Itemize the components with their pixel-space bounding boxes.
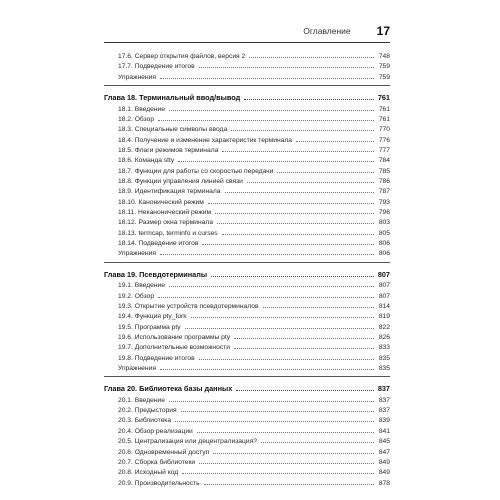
toc-entry[interactable] (104, 247, 390, 257)
dot-leader (169, 394, 374, 402)
entry-page: 784 (378, 157, 390, 165)
entry-title: 17.7. Подведение итогов (118, 63, 195, 71)
entry-title: 19.4. Функция pty_fork (118, 313, 187, 321)
dot-leader (261, 435, 374, 443)
dot-leader (231, 123, 374, 131)
dot-leader (175, 414, 374, 422)
entry-page: 849 (378, 469, 390, 477)
entry-title: 19.3. Открытие устройств псевдотерминалов (118, 302, 259, 310)
entry-page: 837 (378, 396, 390, 404)
dot-leader (160, 362, 374, 370)
toc-entry[interactable] (104, 144, 390, 154)
entry-page: 807 (378, 282, 390, 290)
entry-page: 822 (378, 323, 390, 331)
toc-entry[interactable] (104, 321, 390, 331)
entry-page: 807 (378, 292, 390, 300)
dot-leader (244, 91, 374, 100)
toc-entry[interactable] (104, 216, 390, 226)
dot-leader (181, 404, 374, 412)
entry-page: 835 (378, 354, 390, 362)
entry-page: 796 (378, 208, 390, 216)
toc-entry[interactable] (104, 165, 390, 175)
entry-page: 806 (378, 250, 390, 258)
toc-entry[interactable] (104, 103, 390, 113)
entry-title: 20.2. Предыстория (118, 407, 177, 415)
dot-leader (202, 237, 374, 245)
toc-entry[interactable] (104, 394, 390, 404)
entry-title: 18.8. Функции управления линией связи (118, 177, 243, 185)
entry-page: 793 (378, 198, 390, 206)
entry-page: 786 (378, 177, 390, 185)
entry-page: 787 (378, 188, 390, 196)
entry-page: 803 (378, 219, 390, 227)
dot-leader (178, 154, 374, 162)
entry-title: Упражнения (118, 73, 156, 81)
entry-title: 20.3. Библиотека (118, 417, 172, 425)
running-header-section: Оглавление (303, 26, 351, 36)
chapter-divider (104, 262, 390, 263)
entry-title: 20.5. Централизация или децентрализация? (118, 438, 257, 446)
toc-entry[interactable] (104, 435, 390, 445)
chapter-title: Глава 20. Библиотека базы данных (104, 384, 233, 394)
toc-entry[interactable] (104, 425, 390, 435)
dot-leader (199, 352, 374, 360)
entry-page: 759 (378, 73, 390, 81)
toc-entry[interactable] (104, 237, 390, 247)
entry-title: 20.1. Введение (118, 396, 166, 404)
entry-page: 776 (378, 136, 390, 144)
entry-title: Упражнения (118, 250, 156, 258)
dot-leader (199, 456, 374, 464)
toc-entry[interactable] (104, 477, 390, 487)
dot-leader (213, 446, 374, 454)
entry-page: 761 (378, 105, 390, 113)
entry-page: 819 (378, 313, 390, 321)
dot-leader (249, 50, 374, 58)
toc-entry[interactable] (104, 466, 390, 476)
entry-title: 18.13. termcap, terminfo и curses (118, 229, 218, 237)
toc-entry[interactable] (104, 331, 390, 341)
entry-page: 878 (378, 479, 390, 487)
dot-leader (225, 185, 374, 193)
dot-leader (158, 290, 374, 298)
entry-page: 748 (378, 53, 390, 60)
chapter-page: 837 (377, 384, 390, 394)
dot-leader (222, 227, 374, 235)
entry-title: 18.12. Размер окна терминала (118, 219, 214, 227)
entry-title: 20.7. Сборка библиотеки (118, 458, 196, 466)
entry-title: Упражнения (118, 364, 156, 372)
dot-leader (191, 310, 374, 318)
dot-leader (169, 103, 374, 111)
entry-title: 19.1. Введение (118, 282, 166, 290)
dot-leader (236, 382, 374, 391)
dot-leader (169, 279, 374, 287)
entry-title: 18.14. Подведение итогов (118, 240, 199, 247)
entry-title: 20.6. Одновременный доступ (118, 448, 210, 456)
table-of-contents (104, 50, 390, 487)
dot-leader (234, 331, 374, 339)
header-rule (104, 42, 390, 43)
toc-entry[interactable] (104, 300, 390, 310)
dot-leader (211, 268, 374, 277)
entry-page: 833 (378, 344, 390, 352)
entry-page: 847 (378, 448, 390, 456)
entry-title: 18.1. Введение (118, 105, 166, 113)
entry-title: 19.8. Подведение итогов (118, 354, 195, 362)
entry-title: 18.3. Специальные символы ввода (118, 126, 228, 134)
chapter-title: Глава 18. Терминальный ввод/вывод (104, 93, 241, 103)
dot-leader (263, 300, 374, 308)
entry-title: 18.4. Получение и изменение характеристик терминала (118, 136, 293, 144)
toc-entry[interactable] (104, 227, 390, 237)
toc-entry[interactable] (104, 60, 390, 70)
dot-leader (199, 60, 374, 68)
dot-leader (277, 165, 374, 173)
toc-chapter-heading[interactable] (104, 91, 390, 103)
toc-entry[interactable] (104, 71, 390, 81)
entry-title: 18.7. Функции для работы со скоростью передачи (118, 167, 274, 175)
entry-page: 770 (378, 126, 390, 134)
entry-title: 20.9. Производительность (118, 479, 200, 487)
dot-leader (185, 321, 374, 329)
entry-title: 19.5. Программа pty (118, 323, 181, 331)
dot-leader (197, 425, 374, 433)
entry-title: 17.6. Сервер открытия файлов, версия 2 (118, 53, 246, 60)
entry-title: 19.6. Использование программы pty (118, 333, 231, 341)
entry-page: 845 (378, 438, 390, 446)
toc-entry[interactable] (104, 404, 390, 414)
toc-entry[interactable] (104, 362, 390, 372)
toc-entry[interactable] (104, 206, 390, 216)
entry-page: 761 (378, 115, 390, 123)
entry-title: 18.11. Неканонический режим (118, 208, 212, 216)
dot-leader (222, 144, 374, 152)
chapter-divider (104, 376, 390, 377)
dot-leader (160, 247, 374, 255)
toc-entry[interactable] (104, 134, 390, 144)
toc-entry[interactable] (104, 175, 390, 185)
entry-page: 814 (378, 302, 390, 310)
toc-entry[interactable] (104, 341, 390, 351)
entry-title: 18.5. Флаги режимов терминала (118, 146, 219, 154)
entry-title: 20.4. Обзор реализации (118, 427, 193, 435)
dot-leader (217, 216, 374, 224)
entry-page: 835 (378, 364, 390, 372)
toc-entry[interactable] (104, 456, 390, 466)
dot-leader (247, 175, 374, 183)
dot-leader (234, 341, 374, 349)
chapter-title: Глава 19. Псевдотерминалы (104, 269, 208, 279)
entry-page: 805 (378, 229, 390, 237)
dot-leader (160, 71, 374, 79)
dot-leader (204, 477, 374, 485)
entry-page: 785 (378, 167, 390, 175)
entry-title: 18.6. Команда stty (118, 157, 175, 165)
entry-title: 18.9. Идентификация терминала (118, 188, 221, 196)
chapter-page: 761 (377, 93, 390, 103)
toc-entry[interactable] (104, 310, 390, 320)
toc-entry[interactable] (104, 50, 390, 60)
entry-page: 806 (378, 240, 390, 247)
page-number: 17 (376, 24, 390, 38)
toc-entry[interactable] (104, 279, 390, 289)
toc-entry[interactable] (104, 414, 390, 424)
toc-entry[interactable] (104, 123, 390, 133)
dot-leader (158, 113, 374, 121)
entry-page: 839 (378, 417, 390, 425)
entry-title: 18.2. Обзор (118, 115, 155, 123)
toc-entry[interactable] (104, 154, 390, 164)
entry-page: 759 (378, 63, 390, 71)
toc-entry[interactable] (104, 352, 390, 362)
entry-title: 19.7. Дополнительные возможности (118, 344, 230, 352)
running-header (104, 22, 390, 40)
dot-leader (182, 466, 374, 474)
entry-title: 19.2. Обзор (118, 292, 155, 300)
entry-title: 20.8. Исходный код (118, 469, 179, 477)
toc-chapter-heading[interactable] (104, 382, 390, 394)
entry-page: 837 (378, 407, 390, 415)
entry-page: 849 (378, 458, 390, 466)
toc-entry[interactable] (104, 290, 390, 300)
entry-page: 841 (378, 427, 390, 435)
entry-page: 777 (378, 146, 390, 154)
entry-title: 18.10. Канонический режим (118, 198, 204, 206)
toc-entry[interactable] (104, 113, 390, 123)
toc-entry[interactable] (104, 196, 390, 206)
entry-page: 826 (378, 333, 390, 341)
dot-leader (215, 206, 374, 214)
chapter-page: 807 (377, 269, 390, 279)
toc-chapter-heading[interactable] (104, 268, 390, 280)
dot-leader (296, 134, 374, 142)
chapter-divider (104, 85, 390, 86)
toc-entry[interactable] (104, 185, 390, 195)
dot-leader (208, 196, 374, 204)
toc-entry[interactable] (104, 446, 390, 456)
